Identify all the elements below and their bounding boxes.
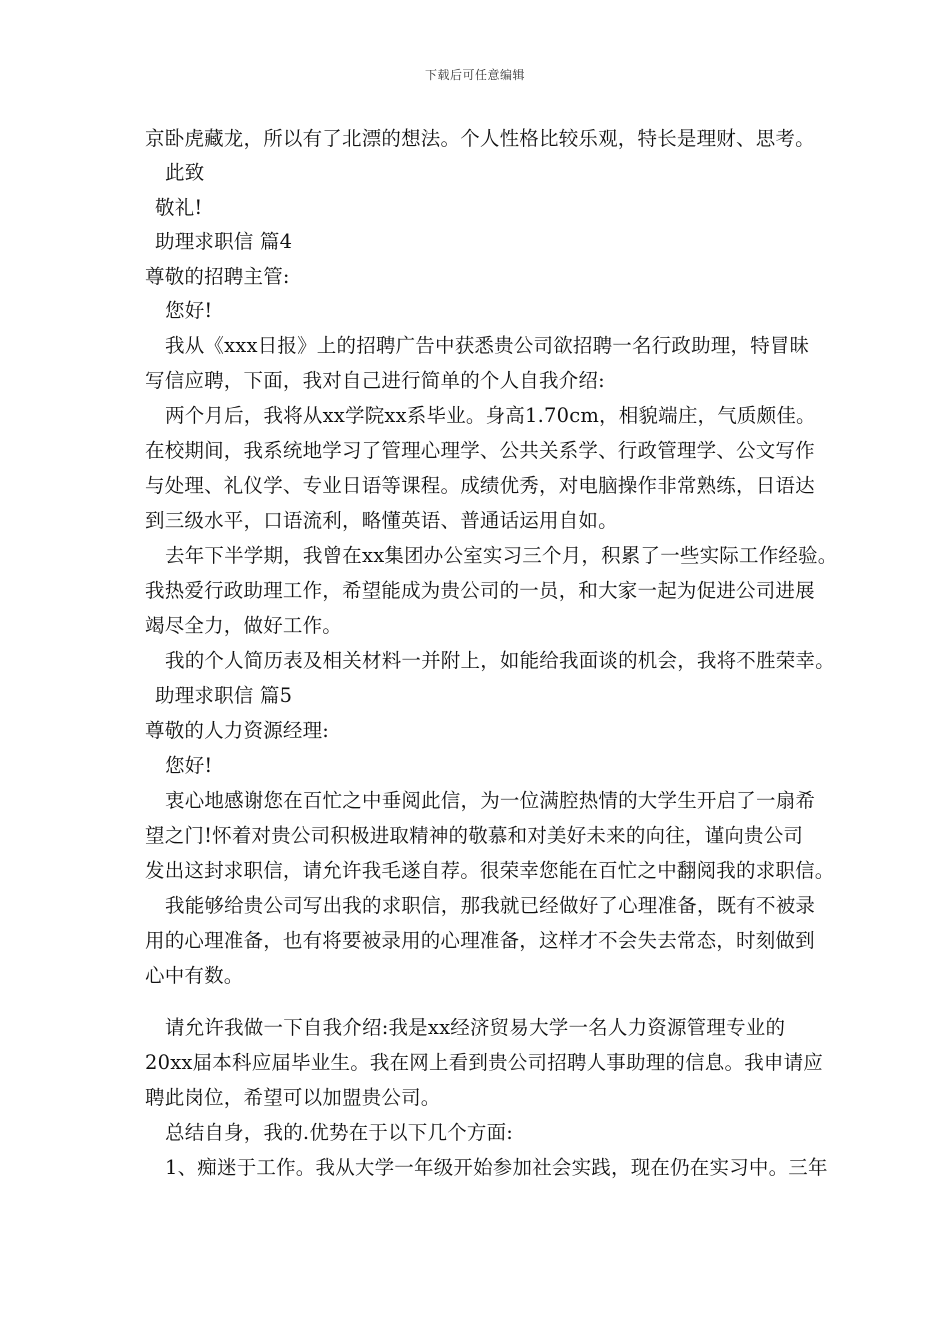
body-line: 1、痴迷于工作。我从大学一年级开始参加社会实践，现在仍在实习中。三年 [165,1156,828,1179]
body-line: 两个月后，我将从xx学院xx系毕业。身高1.70cm，相貌端庄，气质颇佳。 [165,404,816,427]
body-line: 20xx届本科应届毕业生。我在网上看到贵公司招聘人事助理的信息。我申请应 [145,1051,824,1074]
body-line: 我从《xxx日报》上的招聘广告中获悉贵公司欲招聘一名行政助理，特冒昧 [165,334,810,357]
body-line: 到三级水平，口语流利，略懂英语、普通话运用自如。 [145,509,618,532]
section-heading: 助理求职信 篇5 [155,684,293,707]
body-line: 总结自身，我的.优势在于以下几个方面: [165,1121,514,1144]
closing-regards: 敬礼! [155,196,203,219]
letter-hello: 您好! [165,299,213,322]
letter-greeting: 尊敬的人力资源经理: [145,719,330,742]
body-line: 我的个人简历表及相关材料一并附上，如能给我面谈的机会，我将不胜荣幸。 [165,649,835,672]
page-header-note: 下载后可任意编辑 [424,68,525,82]
body-line: 发出这封求职信，请允许我毛遂自荐。很荣幸您能在百忙之中翻阅我的求职信。 [145,859,835,882]
body-line: 京卧虎藏龙，所以有了北漂的想法。个人性格比较乐观，特长是理财、思考。 [145,127,815,150]
body-line: 衷心地感谢您在百忙之中垂阅此信，为一位满腔热情的大学生开启了一扇希 [165,789,816,812]
body-line: 我能够给贵公司写出我的求职信，那我就已经做好了心理准备，既有不被录 [165,894,816,917]
body-line: 我热爱行政助理工作，希望能成为贵公司的一员，和大家一起为促进公司进展 [145,579,815,602]
body-line: 望之门!怀着对贵公司积极进取精神的敬慕和对美好未来的向往，谨向贵公司 [145,824,804,847]
body-line: 竭尽全力，做好工作。 [145,614,343,637]
body-line: 聘此岗位，希望可以加盟贵公司。 [145,1086,441,1109]
body-line: 写信应聘，下面，我对自己进行简单的个人自我介绍: [145,369,605,392]
section-heading: 助理求职信 篇4 [155,230,293,253]
body-line: 请允许我做一下自我介绍:我是xx经济贸易大学一名人力资源管理专业的 [165,1016,786,1039]
body-line: 心中有数。 [145,964,244,987]
closing-salutation: 此致 [165,161,205,184]
body-line: 用的心理准备，也有将要被录用的心理准备，这样才不会失去常态，时刻做到 [145,929,815,952]
body-line: 去年下半学期，我曾在xx集团办公室实习三个月，积累了一些实际工作经验。 [165,544,838,567]
body-line: 与处理、礼仪学、专业日语等课程。成绩优秀，对电脑操作非常熟练，日语达 [145,474,815,497]
body-line: 在校期间，我系统地学习了管理心理学、公共关系学、行政管理学、公文写作 [145,439,815,462]
letter-greeting: 尊敬的招聘主管: [145,265,290,288]
letter-hello: 您好! [165,754,213,777]
